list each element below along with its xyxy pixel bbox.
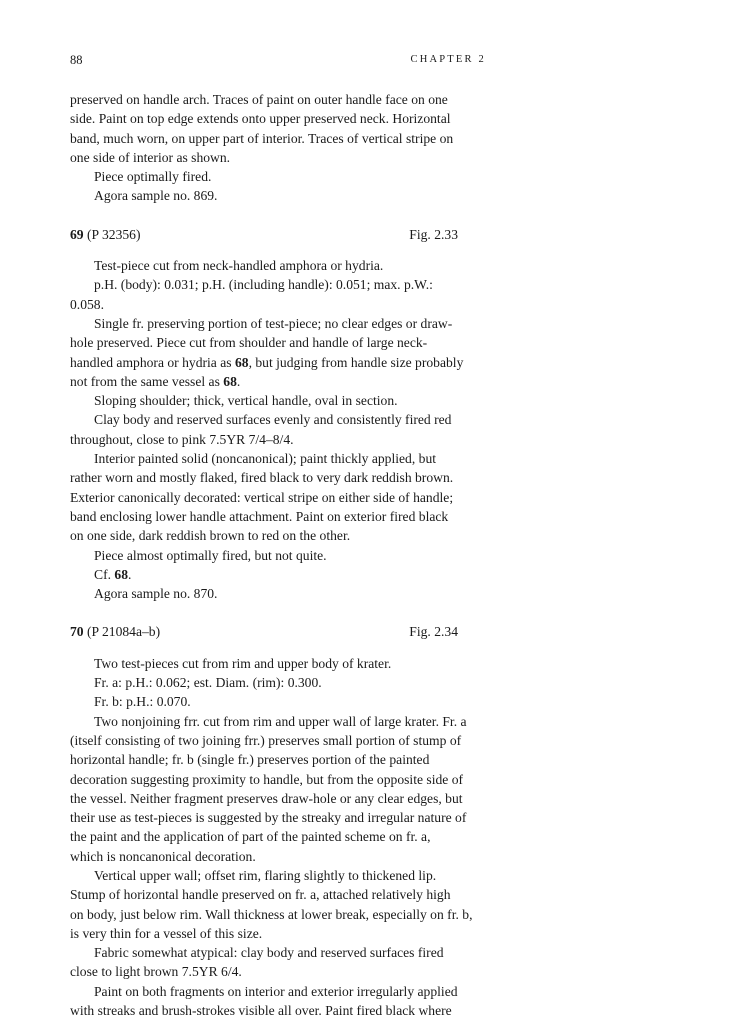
entry-description: Two test-pieces cut from rim and upper body of krater.	[94, 655, 392, 671]
entry-shape: Sloping shoulder; thick, vertical handle, oval in section.	[94, 393, 398, 409]
entry-condition: Two nonjoining frr. cut from rim and upper wall of large krater. Fr. a (itself consisting of two joining frr.) preserves small portion of stump of horizontal handle; fr. b (single fr.) preserves portion of the painted decoration suggesting proximity to handle, but from the opposite side of the vessel. Neither fragment preserves draw-hole or any clear edges, but their use as test-pieces is suggested by the streaky and irregular nature of the paint and the application of part of the painted scheme on fr. a, which is noncanonical decoration.	[70, 713, 467, 864]
chapter-label: CHAPTER 2	[410, 54, 486, 65]
continuation-paragraph: preserved on handle arch. Traces of paint on outer handle face on one side. Paint on top edge extends onto upper preserved neck. Horizontal band, much worn, on upper part of interior. Traces of vertical stripe on one side of interior as shown.	[70, 92, 454, 165]
entry-description: Test-piece cut from neck-handled amphora or hydria.	[94, 258, 384, 274]
page-number: 88	[70, 53, 83, 67]
entry-number: 70	[70, 624, 84, 640]
entry-condition: Single fr. preserving portion of test-piece; no clear edges or draw- hole preserved. Piece cut from shoulder and handle of large neck- handled amphora or hydria as 68, but judging from handle size probably not from the same vessel as 68.	[70, 315, 464, 389]
inventory-number: (P 32356)	[87, 226, 141, 242]
entry-measurements: p.H. (body): 0.031; p.H. (including handle): 0.051; max. p.W.: 0.058.	[70, 277, 433, 312]
entry-paint: Paint on both fragments on interior and exterior irregularly applied with streaks and brush-strokes visible all over. Paint fired black where	[70, 983, 458, 1019]
entry-fabric: Clay body and reserved surfaces evenly and consistently fired red throughout, close to pink 7.5YR 7/4–8/4.	[70, 412, 452, 447]
main-text	[70, 90, 486, 1020]
entry-number: 69	[70, 226, 84, 242]
entry-measurements: Fr. a: p.H.: 0.062; est. Diam. (rim): 0.300.	[94, 675, 322, 691]
entry-shape: Vertical upper wall; offset rim, flaring slightly to thickened lip. Stump of horizontal handle preserved on fr. a, attached relatively high on body, just below rim. Wall thickness at lower break, especially on fr. b, is very thin for a vessel of this size.	[70, 867, 473, 941]
cross-reference: 68	[234, 354, 249, 370]
cross-reference: 68	[223, 373, 237, 389]
inventory-number: (P 21084a–b)	[87, 624, 161, 640]
sample-note: Agora sample no. 870.	[94, 586, 218, 602]
cf-note: Cf. 68.	[94, 566, 132, 582]
figure-reference: Fig. 2.33	[409, 226, 458, 242]
entry-measurements: Fr. b: p.H.: 0.070.	[94, 694, 191, 710]
firing-note: Piece almost optimally fired, but not quite.	[94, 547, 327, 563]
entry-paint: Interior painted solid (noncanonical); paint thickly applied, but rather worn and mostly flaked, fired black to very dark reddish brown. Exterior canonically decorated: vertical stripe on either side of handle; band enclosing lower handle attachment. Paint on exterior fired black on one side, dark reddish brown to red on the other.	[70, 451, 454, 544]
sample-note: Agora sample no. 869.	[94, 188, 218, 204]
entry-fabric: Fabric somewhat atypical: clay body and reserved surfaces fired close to light brown 7.5YR 6/4.	[70, 945, 444, 980]
catalog-entry-header	[70, 622, 486, 641]
firing-note: Piece optimally fired.	[94, 169, 212, 185]
catalog-entry-header	[70, 225, 486, 244]
cross-reference: 68	[114, 566, 128, 582]
figure-reference: Fig. 2.34	[409, 624, 458, 640]
